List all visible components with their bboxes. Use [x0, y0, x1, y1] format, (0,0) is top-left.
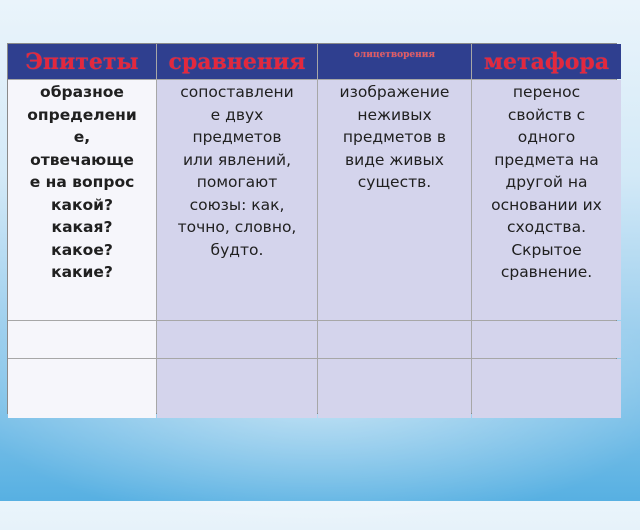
header-epithets: Эпитеты [8, 44, 156, 79]
table-cell-empty [157, 321, 317, 358]
table-cell-empty [318, 359, 471, 418]
table-cell-empty [8, 359, 156, 418]
literary-devices-table [7, 43, 617, 414]
personification-definition-text: изображение неживых предметов в виде живых существ. [339, 83, 450, 191]
cell-personification-definition [318, 80, 471, 320]
cell-metaphor-definition [472, 80, 621, 320]
table-cell-empty [472, 321, 621, 358]
cell-comparisons-definition [157, 80, 317, 320]
table-cell-empty [318, 321, 471, 358]
header-metaphor: метафора [472, 44, 621, 79]
table-cell-empty [157, 359, 317, 418]
cell-epithets-definition [8, 80, 156, 320]
table-cell-empty [472, 359, 621, 418]
comparisons-definition-text: сопоставлени е двух предметов или явлений, помогают союзы: как, точно, словно, будто. [177, 83, 297, 259]
epithets-definition-text: образное определени е, отвечающе е на вопрос какой? какая? какое? какие? [27, 83, 137, 281]
metaphor-definition-text: перенос свойств с одного предмета на другой на основании их сходства. Скрытое сравнение. [491, 83, 602, 281]
header-personification: олицетворения [318, 44, 471, 79]
table-cell-empty [8, 321, 156, 358]
header-comparisons: сравнения [157, 44, 317, 79]
